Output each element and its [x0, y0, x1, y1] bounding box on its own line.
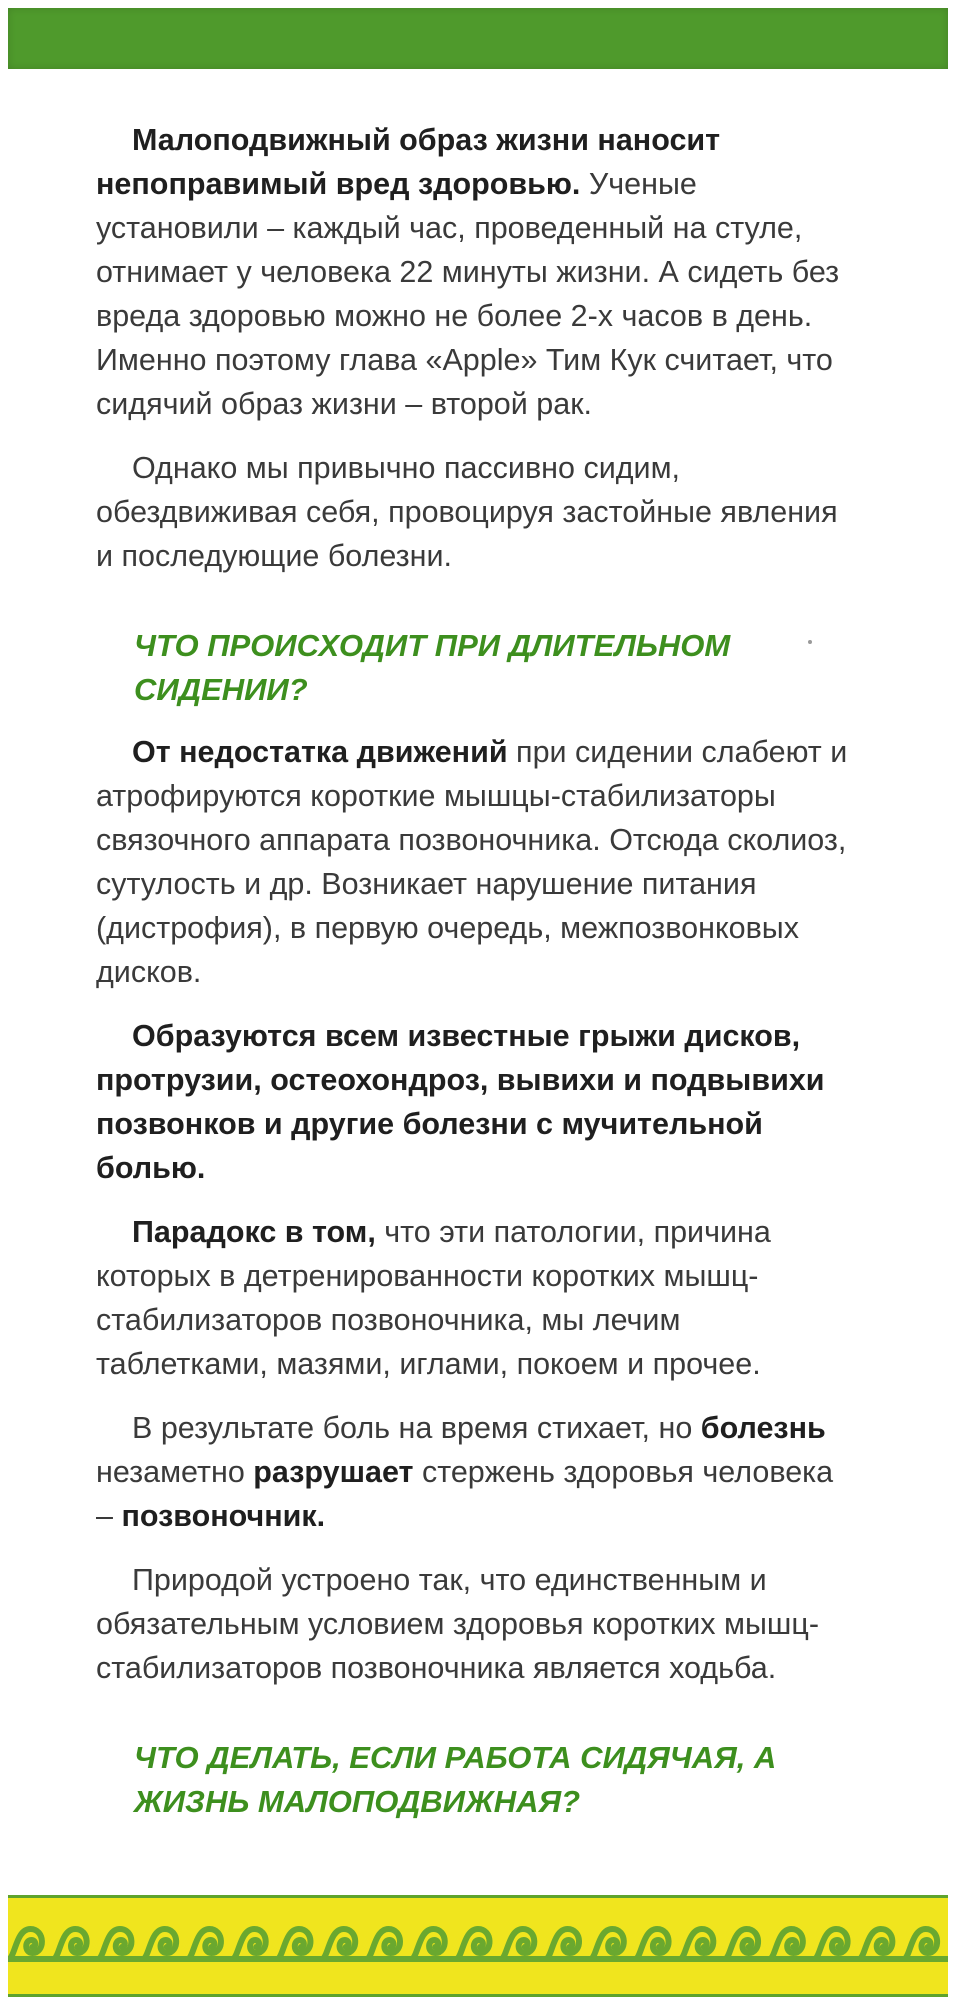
paragraph-6-bold-2: разрушает: [253, 1455, 414, 1489]
wave-scroll-icon: [500, 1929, 534, 1959]
bottom-ornament-band: [8, 1895, 948, 1997]
paragraph-4-text: Образуются всем известные грыжи дисков, протрузии, остеохондроз, вывихи и подвывихи позвонков и другие болезни с мучительной болью.: [96, 1019, 825, 1185]
wave-scroll-icon: [187, 1929, 221, 1959]
wave-scroll-icon: [724, 1929, 758, 1959]
wave-scroll-icon: [456, 1929, 490, 1959]
wave-scroll-icon: [814, 1929, 848, 1959]
wave-scroll-icon: [635, 1929, 669, 1959]
paragraph-5-lead: Парадокс в том,: [132, 1215, 376, 1249]
wave-scroll-icon: [858, 1929, 892, 1959]
paragraph-6-text-3: стержень здоровья человека –: [96, 1455, 834, 1533]
paragraph-3-text: при сидении слабеют и атрофируются короткие мышцы-стабилизаторы связочного аппарата позвоночника. Отсюда сколиоз, сутулость и др. Возникает нарушение питания (дистрофия), в первую очередь, межпозвонковых дисков.: [96, 735, 848, 989]
paragraph-7: [96, 1558, 856, 1690]
paragraph-5-text: что эти патологии, причина которых в детренированности коротких мышц-стабилизаторов позвоночника, мы лечим таблетками, мазями, иглами, покоем и прочее.: [96, 1215, 771, 1381]
paragraph-1-lead: Малоподвижный образ жизни наносит непоправимый вред здоровью.: [96, 123, 721, 201]
paragraph-5: [96, 1210, 856, 1386]
wave-scroll-icon: [142, 1929, 176, 1959]
wave-scroll-icon: [679, 1929, 713, 1959]
paragraph-6-text-1: В результате боль на время стихает, но: [132, 1411, 701, 1445]
article-body: [96, 118, 856, 1842]
paragraph-7-text: Природой устроено так, что единственным и обязательным условием здоровья коротких мышц-стабилизаторов позвоночника является ходьба.: [96, 1563, 819, 1685]
wave-scroll-icon: [769, 1929, 803, 1959]
wave-scroll-icon: [903, 1929, 937, 1959]
wave-scroll-icon: [590, 1929, 624, 1959]
wave-scroll-icon: [321, 1929, 355, 1959]
wave-scroll-icon: [53, 1929, 87, 1959]
paragraph-1: [96, 118, 856, 426]
wave-scroll-icon: [232, 1929, 266, 1959]
paragraph-6: [96, 1406, 856, 1538]
section-heading-2: ЧТО ДЕЛАТЬ, ЕСЛИ РАБОТА СИДЯЧАЯ, А ЖИЗНЬ МАЛОПОДВИЖНАЯ?: [134, 1740, 777, 1819]
wave-scroll-icon: [411, 1929, 445, 1959]
wave-scroll-icon: [366, 1929, 400, 1959]
paragraph-3-lead: От недостатка движений: [132, 735, 508, 769]
paragraph-2-text: Однако мы привычно пассивно сидим, обездвиживая себя, провоцируя застойные явления и последующие болезни.: [96, 451, 838, 573]
wave-scroll-icon: [8, 1929, 42, 1959]
paragraph-1-text: Ученые установили – каждый час, проведенный на стуле, отнимает у человека 22 минуты жизни. А сидеть без вреда здоровью можно не более 2-х часов в день. Именно поэтому глава «Apple» Тим Кук считает, что сидячий образ жизни – второй рак.: [96, 167, 840, 421]
wave-scroll-icon: [277, 1929, 311, 1959]
wave-scroll-border-icon: [8, 1898, 948, 1994]
top-green-band: [8, 8, 948, 69]
wave-scroll-icon: [98, 1929, 132, 1959]
paragraph-6-bold-1: болезнь: [700, 1411, 826, 1445]
paragraph-6-bold-3: позвоночник.: [121, 1499, 326, 1533]
paragraph-6-text-2: незаметно: [96, 1455, 254, 1489]
paragraph-2: [96, 446, 856, 578]
wave-scroll-icon: [545, 1929, 579, 1959]
paragraph-4: [96, 1014, 856, 1190]
section-heading-1: ЧТО ПРОИСХОДИТ ПРИ ДЛИТЕЛЬНОМ СИДЕНИИ?: [134, 628, 731, 707]
paragraph-3: [96, 730, 856, 994]
